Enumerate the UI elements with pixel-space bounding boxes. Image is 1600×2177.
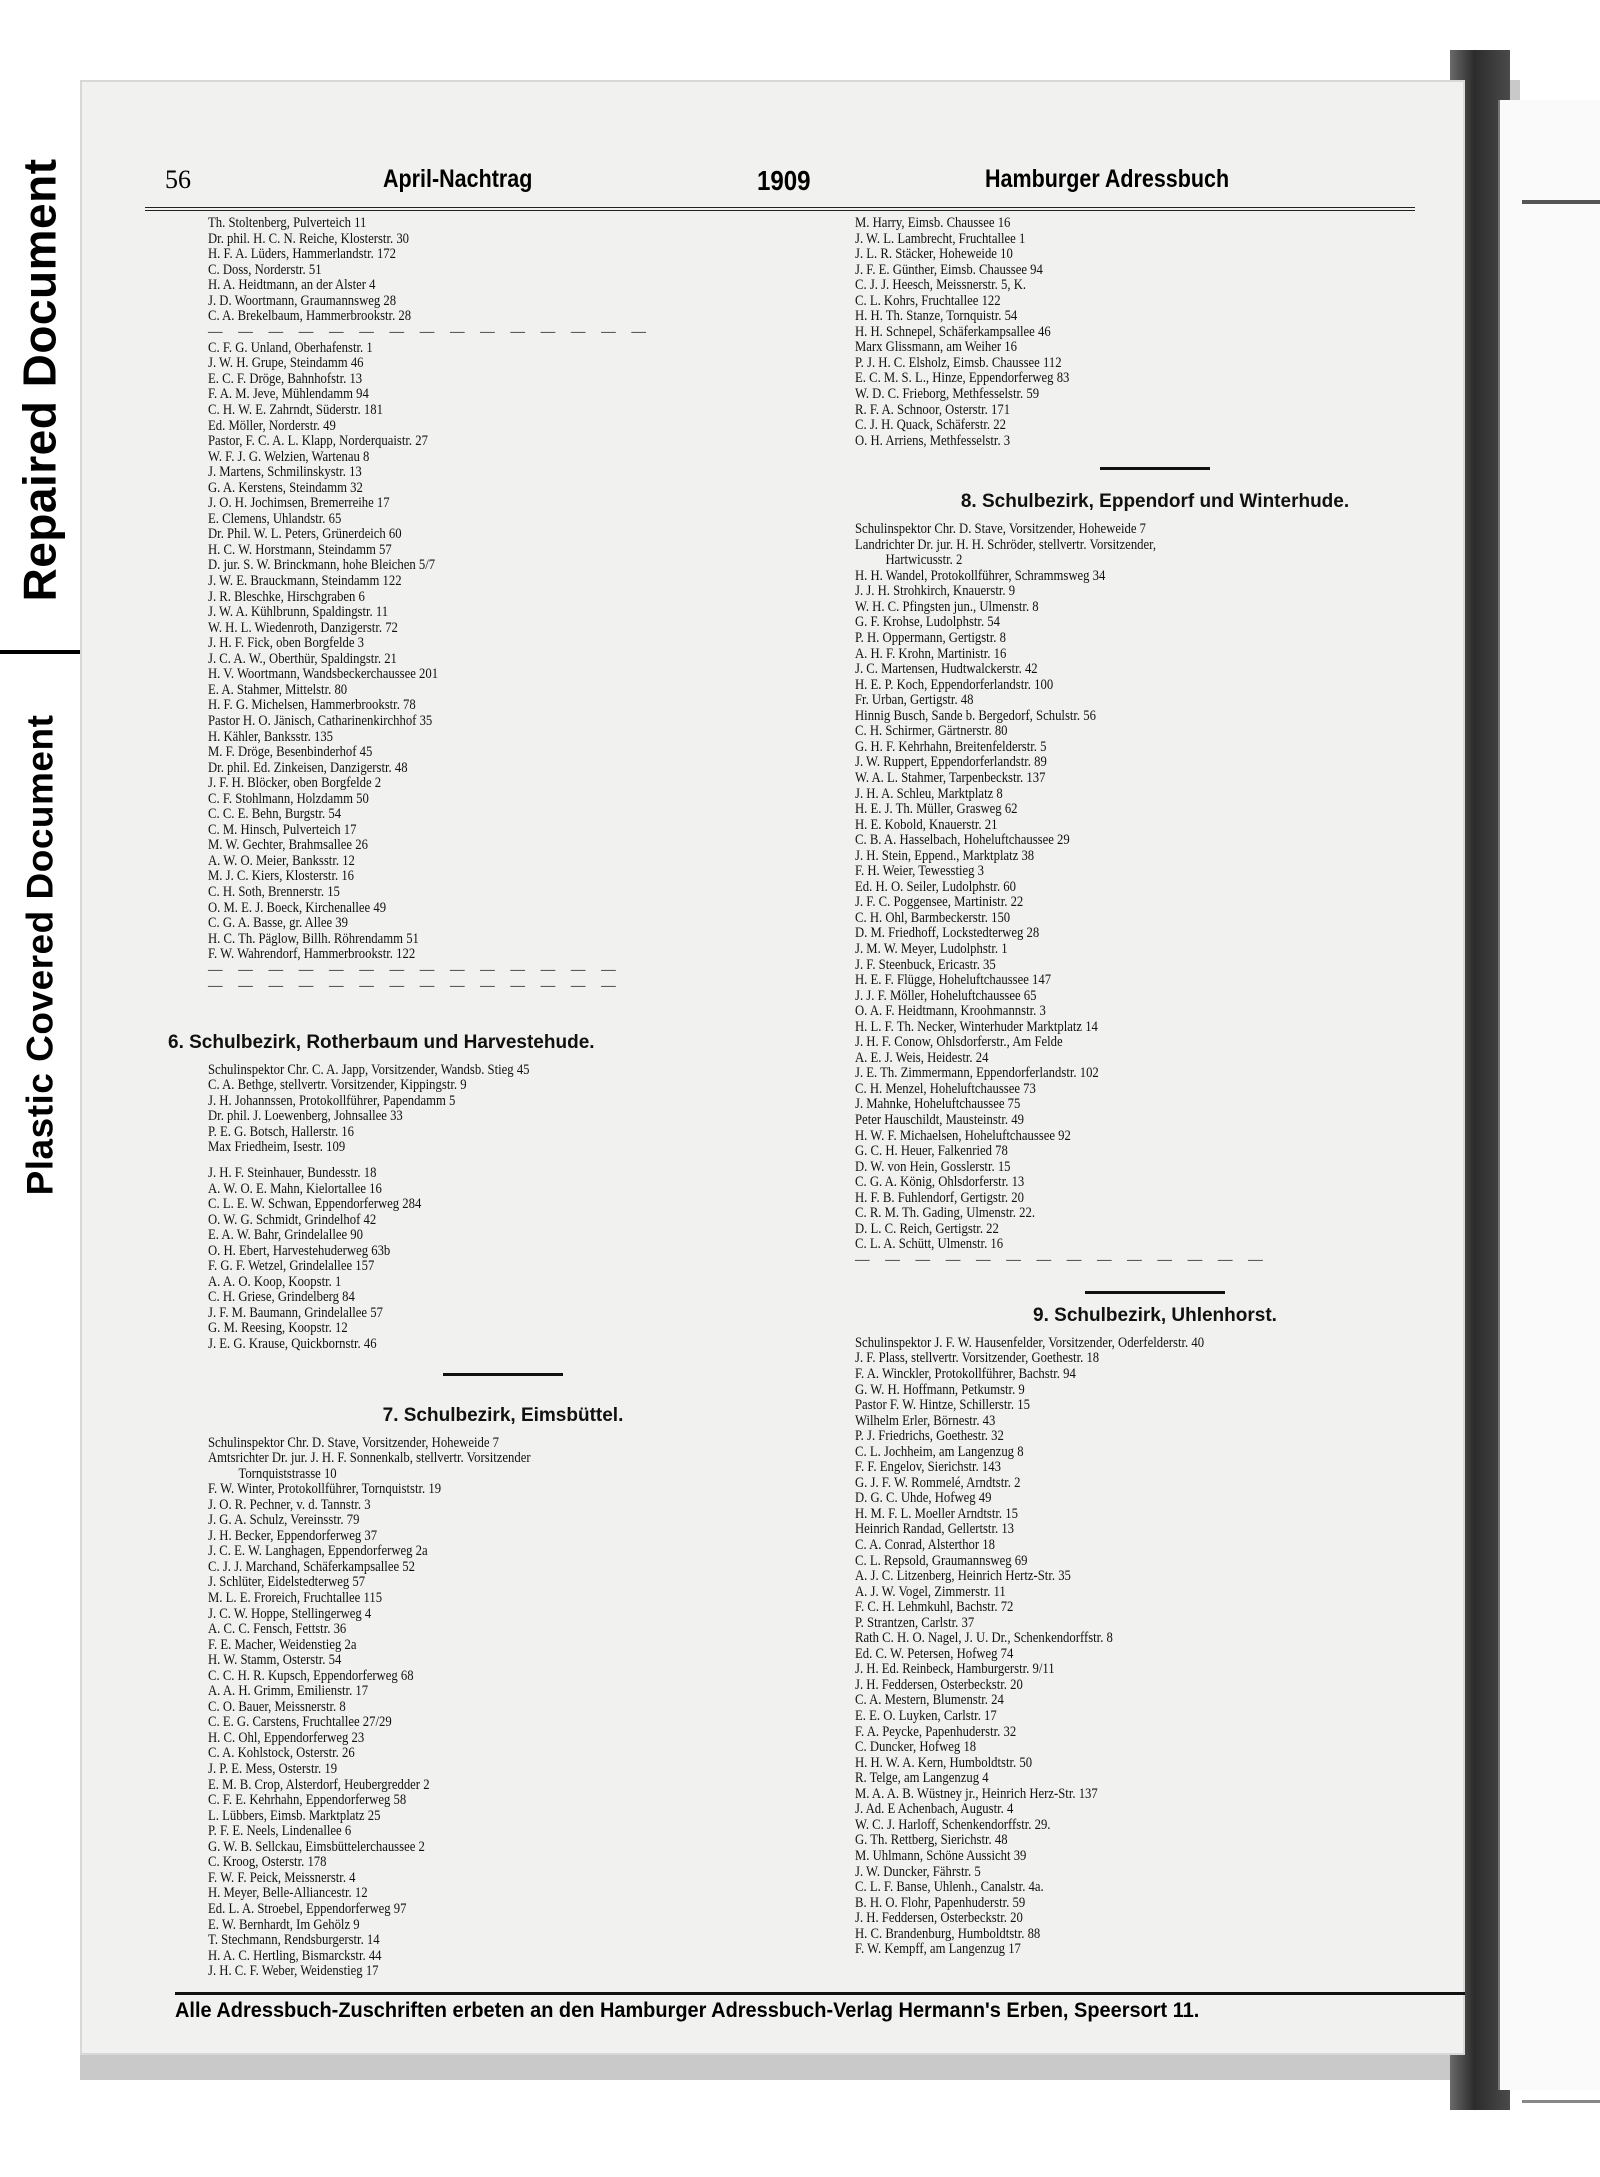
- list-item: M. A. A. B. Wüstney jr., Heinrich Herz-Str. 137: [855, 1785, 1098, 1802]
- list-item: C. O. Bauer, Meissnerstr. 8: [208, 1698, 346, 1715]
- edition-title: April-Nachtrag: [383, 165, 533, 193]
- section-title: 7. Schulbezirk, Eimsbüttel.: [382, 1404, 624, 1426]
- list-item: A. W. O. E. Mahn, Kielortallee 16: [208, 1180, 382, 1197]
- list-item: A. A. O. Koop, Koopstr. 1: [208, 1273, 342, 1290]
- list-item: F. W. Winter, Protokollführer, Tornquiststr. 19: [208, 1481, 442, 1498]
- list-item: D. G. C. Uhde, Hofweg 49: [855, 1490, 992, 1507]
- list-item: J. W. E. Brauckmann, Steindamm 122: [208, 573, 402, 590]
- list-item: C. L. F. Banse, Uhlenh., Canalstr. 4a.: [855, 1879, 1044, 1896]
- list-item: Heinrich Randad, Gellertstr. 13: [855, 1521, 1015, 1538]
- list-item: H. F. A. Lüders, Hammerlandstr. 172: [208, 246, 397, 263]
- list-item: E. C. F. Dröge, Bahnhofstr. 13: [208, 370, 363, 387]
- list-item: C. H. W. E. Zahrndt, Süderstr. 181: [208, 402, 383, 419]
- list-item: W. H. L. Wiedenroth, Danzigerstr. 72: [208, 619, 398, 636]
- list-item: J. C. W. Hoppe, Stellingerweg 4: [208, 1605, 372, 1622]
- list-item: J. J. F. Möller, Hoheluftchaussee 65: [855, 987, 1037, 1004]
- list-item: J. E. Th. Zimmermann, Eppendorferlandstr. 102: [855, 1065, 1099, 1082]
- official-item: Schulinspektor Chr. D. Stave, Vorsitzender, Hoheweide 7: [855, 521, 1147, 538]
- list-item: H. E. J. Th. Müller, Grasweg 62: [855, 801, 1018, 818]
- list-item: J. R. Bleschke, Hirschgraben 6: [208, 588, 365, 605]
- list-item: J. H. Feddersen, Osterbeckstr. 20: [855, 1676, 1023, 1693]
- list-item: J. F. E. Günther, Eimsb. Chaussee 94: [855, 261, 1043, 278]
- list-item: C. H. Ohl, Barmbeckerstr. 150: [855, 909, 1011, 926]
- list-item: D. M. Friedhoff, Lockstedterweg 28: [855, 925, 1040, 942]
- list-item: H. W. F. Michaelsen, Hoheluftchaussee 92: [855, 1127, 1071, 1144]
- list-item: C. A. Brekelbaum, Hammerbrookstr. 28: [208, 308, 412, 325]
- list-item: A. J. C. Litzenberg, Heinrich Hertz-Str. 35: [855, 1568, 1071, 1585]
- section-divider: [1085, 1291, 1225, 1294]
- list-item: H. Meyer, Belle-Alliancestr. 12: [208, 1885, 368, 1902]
- list-item: C. B. A. Hasselbach, Hoheluftchaussee 29: [855, 832, 1070, 849]
- list-item: C. R. M. Th. Gading, Ulmenstr. 22.: [855, 1205, 1035, 1222]
- list-item: J. F. Steenbuck, Ericastr. 35: [855, 956, 996, 973]
- list-item: C. L. Repsold, Graumannsweg 69: [855, 1552, 1028, 1569]
- list-item: O. M. E. J. Boeck, Kirchenallee 49: [208, 899, 387, 916]
- footer-text: Alle Adressbuch-Zuschriften erbeten an den Hamburger Adressbuch-Verlag Hermann's Erben, Speersort 11.: [175, 1999, 1200, 2022]
- list-item: C. J. J. Heesch, Meissnerstr. 5, K.: [855, 277, 1027, 294]
- list-item: J. J. H. Strohkirch, Knauerstr. 9: [855, 583, 1016, 600]
- list-item: H. H. Th. Stanze, Tornquistr. 54: [855, 308, 1018, 325]
- list-item: P. J. H. C. Elsholz, Eimsb. Chaussee 112: [855, 354, 1062, 371]
- list-item: H. Kähler, Banksstr. 135: [208, 728, 334, 745]
- list-item: C. A. Conrad, Alsterthor 18: [855, 1537, 996, 1554]
- list-item: Pastor, F. C. A. L. Klapp, Norderquaistr. 27: [208, 433, 428, 450]
- list-item: J. C. A. W., Oberthür, Spaldingstr. 21: [208, 650, 397, 667]
- official-item: Schulinspektor Chr. D. Stave, Vorsitzender, Hoheweide 7: [208, 1434, 500, 1451]
- list-item: C. Kroog, Osterstr. 178: [208, 1854, 327, 1871]
- list-item: J. H. F. Conow, Ohlsdorferstr., Am Felde: [855, 1034, 1063, 1051]
- list-item: W. C. J. Harloff, Schenkendorffstr. 29.: [855, 1816, 1051, 1833]
- official-item: Schulinspektor J. F. W. Hausenfelder, Vorsitzender, Oderfelderstr. 40: [855, 1334, 1205, 1351]
- official-item: H. H. Wandel, Protokollführer, Schrammsweg 34: [855, 567, 1106, 584]
- list-item: Hinnig Busch, Sande b. Bergedorf, Schulstr. 56: [855, 707, 1096, 724]
- list-item: A. E. J. Weis, Heidestr. 24: [855, 1049, 989, 1066]
- list-item: J. H. Stein, Eppend., Marktplatz 38: [855, 847, 1035, 864]
- list-item: D. jur. S. W. Brinckmann, hohe Bleichen 5/7: [208, 557, 436, 574]
- list-item: J. H. Becker, Eppendorferweg 37: [208, 1527, 378, 1544]
- section-title: 9. Schulbezirk, Uhlenhorst.: [1033, 1304, 1277, 1326]
- list-item: C. L. Kohrs, Fruchtallee 122: [855, 292, 1001, 309]
- page-header: [145, 165, 1415, 211]
- list-item: J. H. Feddersen, Osterbeckstr. 20: [855, 1910, 1023, 1927]
- official-item: Max Friedheim, Isestr. 109: [208, 1139, 346, 1156]
- list-item: Ed. H. O. Seiler, Ludolphstr. 60: [855, 878, 1017, 895]
- list-item: T. Stechmann, Rendsburgerstr. 14: [208, 1932, 380, 1949]
- list-item: H. C. Brandenburg, Humboldtstr. 88: [855, 1925, 1041, 1942]
- list-item: Ed. C. W. Petersen, Hofweg 74: [855, 1645, 1014, 1662]
- list-item: J. W. Ruppert, Eppendorferlandstr. 89: [855, 754, 1047, 771]
- list-item: H. E. F. Flügge, Hoheluftchaussee 147: [855, 972, 1052, 989]
- list-item: H. M. F. L. Moeller Arndtstr. 15: [855, 1505, 1018, 1522]
- side-labels: [0, 0, 80, 1220]
- list-item: J. M. W. Meyer, Ludolphstr. 1: [855, 940, 1008, 957]
- list-item: G. C. H. Heuer, Falkenried 78: [855, 1143, 1008, 1160]
- official-item: F. A. Winckler, Protokollführer, Bachstr. 94: [855, 1366, 1076, 1382]
- official-item: J. F. Plass, stellvertr. Vorsitzender, Goethestr. 18: [855, 1350, 1100, 1367]
- list-item: G. J. F. W. Rommelé, Arndtstr. 2: [855, 1474, 1021, 1491]
- section-title: 6. Schulbezirk, Rotherbaum und Harvestehude.: [168, 1031, 595, 1053]
- list-item: J. W. L. Lambrecht, Fruchtallee 1: [855, 230, 1026, 247]
- list-item: J. W. Duncker, Fährstr. 5: [855, 1863, 981, 1880]
- spacer: [208, 1386, 721, 1398]
- list-item: E. W. Bernhardt, Im Gehölz 9: [208, 1916, 360, 1933]
- repaired-document-label: Repaired Document: [0, 110, 80, 654]
- list-item: F. G. F. Wetzel, Grindelallee 157: [208, 1258, 375, 1275]
- list-item: C. L. E. W. Schwan, Eppendorferweg 284: [208, 1196, 422, 1213]
- list-item: Marx Glissmann, am Weiher 16: [855, 339, 1018, 356]
- list-item: J. H. A. Schleu, Marktplatz 8: [855, 785, 1003, 802]
- section-divider: [1100, 467, 1210, 470]
- list-item: P. J. Friedrichs, Goethestr. 32: [855, 1428, 1004, 1445]
- list-item: J. E. G. Krause, Quickbornstr. 46: [208, 1336, 377, 1352]
- official-item: Dr. phil. J. Loewenberg, Johnsallee 33: [208, 1108, 403, 1125]
- list-item: Pastor F. W. Hintze, Schillerstr. 15: [855, 1397, 1030, 1414]
- list-item: H. C. W. Horstmann, Steindamm 57: [208, 541, 392, 558]
- list-item: E. C. M. S. L., Hinze, Eppendorferweg 83: [855, 370, 1070, 387]
- official-item: Landrichter Dr. jur. H. H. Schröder, stellvertr. Vorsitzender,: [855, 536, 1157, 553]
- list-item: A. A. H. Grimm, Emilienstr. 17: [208, 1683, 369, 1700]
- dash-separator: — — — — — — — — — — — — — —: [855, 1251, 1269, 1268]
- list-item: J. F. M. Baumann, Grindelallee 57: [208, 1304, 383, 1321]
- list-item: G. W. H. Hoffmann, Petkumstr. 9: [855, 1381, 1025, 1398]
- list-item: M. J. C. Kiers, Klosterstr. 16: [208, 868, 355, 885]
- list-item: C. Doss, Norderstr. 51: [208, 261, 322, 278]
- list-item: M. L. E. Froreich, Fruchtallee 115: [208, 1590, 383, 1607]
- list-item: C. F. Stohlmann, Holzdamm 50: [208, 790, 369, 807]
- section-divider: [443, 1373, 563, 1376]
- list-item: Dr. phil. Ed. Zinkeisen, Danzigerstr. 48: [208, 759, 408, 776]
- page-number: 56: [165, 165, 191, 194]
- list-item: L. Lübbers, Eimsb. Marktplatz 25: [208, 1807, 381, 1824]
- dash-separator: — — — — — — — — — — — — — —: [208, 977, 622, 994]
- list-item: F. F. Engelov, Sierichstr. 143: [855, 1459, 1001, 1476]
- list-item: F. C. H. Lehmkuhl, Bachstr. 72: [855, 1599, 1014, 1616]
- list-item: H. C. Th. Päglow, Billh. Röhrendamm 51: [208, 930, 419, 947]
- list-item: C. H. Soth, Brennerstr. 15: [208, 883, 340, 900]
- list-item: J. W. H. Grupe, Steindamm 46: [208, 355, 364, 372]
- list-item: G. H. F. Kehrhahn, Breitenfelderstr. 5: [855, 738, 1047, 755]
- list-item: J. O. R. Pechner, v. d. Tannstr. 3: [208, 1496, 371, 1513]
- list-item: E. M. B. Crop, Alsterdorf, Heubergredder 2: [208, 1776, 430, 1793]
- list-item: C. A. Mestern, Blumenstr. 24: [855, 1692, 1004, 1709]
- list-item: R. F. A. Schnoor, Osterstr. 171: [855, 401, 1011, 418]
- list-item: F. W. Wahrendorf, Hammerbrookstr. 122: [208, 946, 416, 963]
- dash-separator: — — — — — — — — — — — — — —: [208, 961, 622, 978]
- list-item: J. Mahnke, Hoheluftchaussee 75: [855, 1096, 1021, 1113]
- list-item: O. A. F. Heidtmann, Kroohmannstr. 3: [855, 1003, 1046, 1020]
- list-item: J. F. H. Blöcker, oben Borgfelde 2: [208, 775, 382, 792]
- list-item: H. L. F. Th. Necker, Winterhuder Marktplatz 14: [855, 1018, 1098, 1035]
- list-item: H. H. W. A. Kern, Humboldtstr. 50: [855, 1754, 1033, 1771]
- left-column: [168, 215, 798, 1980]
- list-item: G. M. Reesing, Koopstr. 12: [208, 1320, 348, 1337]
- list-item: E. A. W. Bahr, Grindelallee 90: [208, 1227, 363, 1244]
- list-item: D. W. von Hein, Gosslerstr. 15: [855, 1158, 1011, 1175]
- list-item: O. H. Arriens, Methfesselstr. 3: [855, 432, 1011, 449]
- list-item: G. W. B. Sellckau, Eimsbüttelerchaussee 2: [208, 1838, 425, 1855]
- official-item: Schulinspektor Chr. C. A. Japp, Vorsitzender, Wandsb. Stieg 45: [208, 1061, 530, 1078]
- official-item: Tornquiststrasse 10: [238, 1465, 337, 1482]
- list-item: J. W. A. Kühlbrunn, Spaldingstr. 11: [208, 604, 389, 621]
- list-item: O. H. Ebert, Harvestehuderweg 63b: [208, 1242, 391, 1259]
- dash-separator: — — — — — — — — — — — — — — —: [208, 323, 652, 340]
- list-item: B. H. O. Flohr, Papenhuderstr. 59: [855, 1894, 1026, 1911]
- list-item: C. F. G. Unland, Oberhafenstr. 1: [208, 339, 373, 356]
- right-column: [855, 216, 1455, 1958]
- list-item: F. H. Weier, Tewesstieg 3: [855, 863, 985, 880]
- list-item: H. A. Heidtmann, an der Alster 4: [208, 277, 376, 294]
- official-item: J. H. Johannssen, Protokollführer, Papendamm 5: [208, 1092, 456, 1109]
- list-item: C. C. H. R. Kupsch, Eppendorferweg 68: [208, 1667, 414, 1684]
- list-item: M. F. Dröge, Besenbinderhof 45: [208, 744, 373, 761]
- list-item: H. A. C. Hertling, Bismarckstr. 44: [208, 1947, 382, 1964]
- official-item: C. A. Bethge, stellvertr. Vorsitzender, Kippingstr. 9: [208, 1077, 467, 1094]
- official-item: Hartwicusstr. 2: [885, 552, 963, 569]
- list-item: H. E. P. Koch, Eppendorferlandstr. 100: [855, 676, 1054, 693]
- official-item: Amtsrichter Dr. jur. J. H. F. Sonnenkalb, stellvertr. Vorsitzender: [208, 1450, 531, 1467]
- list-item: J. C. E. W. Langhagen, Eppendorferweg 2a: [208, 1543, 428, 1560]
- list-item: J. L. R. Stäcker, Hoheweide 10: [855, 246, 1013, 263]
- list-item: F. W. Kempff, am Langenzug 17: [855, 1941, 1021, 1958]
- list-item: P. Strantzen, Carlstr. 37: [855, 1614, 975, 1631]
- list-item: M. W. Gechter, Brahmsallee 26: [208, 837, 368, 854]
- year: 1909: [757, 165, 811, 196]
- list-item: G. F. Krohse, Ludolphstr. 54: [855, 614, 1001, 631]
- list-item: J. Ad. E Achenbach, Augustr. 4: [855, 1801, 1014, 1818]
- list-item: H. C. Ohl, Eppendorferweg 23: [208, 1729, 365, 1746]
- list-item: G. Th. Rettberg, Sierichstr. 48: [855, 1832, 1008, 1849]
- list-item: C. Duncker, Hofweg 18: [855, 1739, 977, 1756]
- list-item: H. F. B. Fuhlendorf, Gertigstr. 20: [855, 1189, 1024, 1206]
- list-item: O. W. G. Schmidt, Grindelhof 42: [208, 1211, 377, 1228]
- list-item: H. V. Woortmann, Wandsbeckerchaussee 201: [208, 666, 439, 683]
- next-page-edge: [1498, 100, 1600, 2090]
- list-item: F. W. F. Peick, Meissnerstr. 4: [208, 1869, 356, 1886]
- list-item: F. A. M. Jeve, Mühlendamm 94: [208, 386, 369, 403]
- list-item: Th. Stoltenberg, Pulverteich 11: [208, 215, 367, 231]
- list-item: H. W. Stamm, Osterstr. 54: [208, 1652, 342, 1669]
- list-item: M. Harry, Eimsb. Chaussee 16: [855, 215, 1011, 231]
- list-item: A. W. O. Meier, Banksstr. 12: [208, 852, 355, 869]
- list-item: C. G. A. König, Ohlsdorferstr. 13: [855, 1174, 1025, 1191]
- list-item: W. F. J. G. Welzien, Wartenau 8: [208, 448, 370, 465]
- list-item: E. Clemens, Uhlandstr. 65: [208, 510, 342, 527]
- list-item: C. J. H. Quack, Schäferstr. 22: [855, 417, 1006, 434]
- list-item: A. C. C. Fensch, Fettstr. 36: [208, 1621, 347, 1638]
- list-item: C. H. Menzel, Hoheluftchaussee 73: [855, 1080, 1036, 1097]
- list-item: A. J. W. Vogel, Zimmerstr. 11: [855, 1583, 1006, 1600]
- spacer: [208, 1353, 721, 1363]
- spacer: [855, 1269, 1377, 1281]
- list-item: D. L. C. Reich, Gertigstr. 22: [855, 1220, 999, 1237]
- list-item: F. E. Macher, Weidenstieg 2a: [208, 1636, 357, 1653]
- list-item: C. A. Kohlstock, Osterstr. 26: [208, 1745, 355, 1762]
- list-item: J. D. Woortmann, Graumannsweg 28: [208, 292, 397, 309]
- publication-title: Hamburger Adressbuch: [985, 165, 1230, 193]
- list-item: P. H. Oppermann, Gertigstr. 8: [855, 630, 1006, 647]
- page-footer: [175, 1992, 1465, 2027]
- list-item: C. C. E. Behn, Burgstr. 54: [208, 806, 342, 823]
- list-item: J. O. H. Jochimsen, Bremerreihe 17: [208, 495, 390, 512]
- list-item: Wilhelm Erler, Börnestr. 43: [855, 1412, 996, 1429]
- list-item: C. G. A. Basse, gr. Allee 39: [208, 915, 349, 932]
- list-item: H. F. G. Michelsen, Hammerbrookstr. 78: [208, 697, 416, 714]
- list-item: E. A. Stahmer, Mittelstr. 80: [208, 681, 348, 698]
- list-item: C. M. Hinsch, Pulverteich 17: [208, 821, 357, 838]
- list-item: W. A. L. Stahmer, Tarpenbeckstr. 137: [855, 769, 1046, 786]
- list-item: Dr. phil. H. C. N. Reiche, Klosterstr. 30: [208, 230, 410, 247]
- spacer: [855, 480, 1377, 484]
- list-item: J. H. F. Fick, oben Borgfelde 3: [208, 635, 365, 652]
- list-item: Ed. L. A. Stroebel, Eppendorferweg 97: [208, 1900, 407, 1917]
- list-item: J. H. Ed. Reinbeck, Hamburgerstr. 9/11: [855, 1661, 1055, 1678]
- list-item: C. H. Griese, Grindelberg 84: [208, 1289, 355, 1306]
- list-item: Rath C. H. O. Nagel, J. U. Dr., Schenkendorffstr. 8: [855, 1630, 1113, 1647]
- list-item: H. H. Schnepel, Schäferkampsallee 46: [855, 323, 1051, 340]
- list-item: J. C. Martensen, Hudtwalckerstr. 42: [855, 661, 1038, 678]
- plastic-covered-label: Plastic Covered Document: [19, 714, 60, 1196]
- list-item: Dr. Phil. W. L. Peters, Grünerdeich 60: [208, 526, 402, 543]
- list-item: J. P. E. Mess, Osterstr. 19: [208, 1761, 338, 1778]
- list-item: C. H. Schirmer, Gärtnerstr. 80: [855, 723, 1008, 740]
- list-item: Pastor H. O. Jänisch, Catharinenkirchhof 35: [208, 712, 433, 729]
- list-item: R. Telge, am Langenzug 4: [855, 1770, 989, 1787]
- list-item: C. E. G. Carstens, Fruchtallee 27/29: [208, 1714, 392, 1731]
- list-item: J. H. F. Steinhauer, Bundesstr. 18: [208, 1164, 377, 1181]
- list-item: J. Schlüter, Eidelstedterweg 57: [208, 1574, 366, 1591]
- list-item: E. E. O. Luyken, Carlstr. 17: [855, 1708, 997, 1725]
- official-item: P. E. G. Botsch, Hallerstr. 16: [208, 1123, 355, 1140]
- spacer: [855, 449, 1377, 457]
- list-item: M. Uhlmann, Schöne Aussicht 39: [855, 1847, 1027, 1864]
- list-item: J. Martens, Schmilinskystr. 13: [208, 464, 362, 481]
- list-item: Peter Hauschildt, Mausteinstr. 49: [855, 1111, 1024, 1128]
- list-item: C. F. E. Kehrhahn, Eppendorferweg 58: [208, 1792, 407, 1809]
- list-item: C. L. Jochheim, am Langenzug 8: [855, 1443, 1024, 1460]
- list-item: H. E. Kobold, Knauerstr. 21: [855, 816, 998, 833]
- list-item: C. J. J. Marchand, Schäferkampsallee 52: [208, 1558, 415, 1575]
- list-item: W. D. C. Frieborg, Methfesselstr. 59: [855, 386, 1040, 403]
- list-item: J. F. C. Poggensee, Martinistr. 22: [855, 894, 1024, 911]
- list-item: J. G. A. Schulz, Vereinsstr. 79: [208, 1512, 360, 1529]
- list-item: J. H. C. F. Weber, Weidenstieg 17: [208, 1963, 379, 1980]
- list-item: A. H. F. Krohn, Martinistr. 16: [855, 645, 1007, 662]
- list-item: Ed. Möller, Norderstr. 49: [208, 417, 336, 434]
- list-item: C. L. A. Schütt, Ulmenstr. 16: [855, 1236, 1004, 1253]
- list-item: P. F. E. Neels, Lindenallee 6: [208, 1823, 352, 1840]
- list-item: W. H. C. Pfingsten jun., Ulmenstr. 8: [855, 598, 1039, 615]
- list-item: Fr. Urban, Gertigstr. 48: [855, 692, 974, 709]
- list-item: F. A. Peycke, Papenhuderstr. 32: [855, 1723, 1017, 1740]
- section-title: 8. Schulbezirk, Eppendorf und Winterhude.: [960, 491, 1350, 513]
- list-item: G. A. Kerstens, Steindamm 32: [208, 479, 363, 496]
- spacer: [208, 995, 721, 1025]
